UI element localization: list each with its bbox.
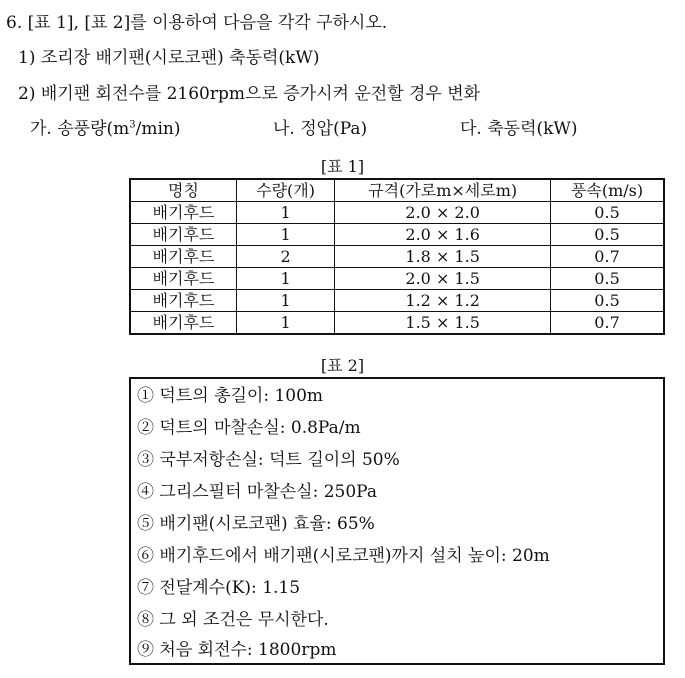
table-row <box>130 268 664 290</box>
question-title: 6. [표 1], [표 2]를 이용하여 다음을 각각 구하시오. <box>6 13 388 33</box>
cell-size: 2.0 × 2.0 <box>335 202 551 224</box>
cell-name: 배기후드 <box>130 202 236 224</box>
condition-item: ② 덕트의 마찰손실: 0.8Pa/m <box>137 418 361 438</box>
condition-item: ⑥ 배기후드에서 배기팬(시로코팬)까지 설치 높이: 20m <box>137 546 550 566</box>
table1-header-name: 명칭 <box>130 179 236 202</box>
table1-header-row <box>130 179 664 202</box>
cell-qty: 1 <box>236 312 334 335</box>
table2-conditions-box <box>129 377 665 665</box>
table1-header-qty: 수량(개) <box>236 179 334 202</box>
cell-velocity: 0.7 <box>551 312 664 335</box>
cell-velocity: 0.5 <box>551 290 664 312</box>
condition-item: ① 덕트의 총길이: 100m <box>137 386 324 406</box>
table1-caption: [표 1] <box>320 157 365 176</box>
cell-qty: 1 <box>236 268 334 290</box>
cell-size: 2.0 × 1.6 <box>335 224 551 246</box>
cell-qty: 1 <box>236 224 334 246</box>
cell-size: 1.5 × 1.5 <box>335 312 551 335</box>
condition-item: ③ 국부저항손실: 덕트 길이의 50% <box>137 450 400 470</box>
cell-velocity: 0.5 <box>551 202 664 224</box>
table1 <box>129 178 665 335</box>
cell-size: 1.8 × 1.5 <box>335 246 551 268</box>
sub-item-airflow-unit: /min) <box>135 119 181 139</box>
condition-item: ⑦ 전달계수(K): 1.15 <box>137 578 301 598</box>
table-row <box>130 246 664 268</box>
cell-name: 배기후드 <box>130 268 236 290</box>
question-item-2: 2) 배기팬 회전수를 2160rpm으로 증가시켜 운전할 경우 변화 <box>18 84 481 104</box>
cell-name: 배기후드 <box>130 246 236 268</box>
table-row <box>130 224 664 246</box>
cell-qty: 1 <box>236 290 334 312</box>
sub-item-static-pressure: 나. 정압(Pa) <box>273 119 368 139</box>
table1-header-velocity: 풍속(m/s) <box>551 179 664 202</box>
table-row <box>130 290 664 312</box>
condition-item: ④ 그리스필터 마찰손실: 250Pa <box>137 482 377 502</box>
cell-velocity: 0.7 <box>551 246 664 268</box>
table-row <box>130 202 664 224</box>
cell-qty: 1 <box>236 202 334 224</box>
sub-item-airflow <box>30 118 181 140</box>
cell-velocity: 0.5 <box>551 268 664 290</box>
table-row <box>130 312 664 335</box>
cell-velocity: 0.5 <box>551 224 664 246</box>
table1-header-size: 규격(가로m×세로m) <box>335 179 551 202</box>
sub-item-airflow-sup: 3 <box>129 119 136 131</box>
cell-qty: 2 <box>236 246 334 268</box>
cell-name: 배기후드 <box>130 290 236 312</box>
question-item-1: 1) 조리장 배기팬(시로코팬) 축동력(kW) <box>18 48 320 68</box>
cell-name: 배기후드 <box>130 224 236 246</box>
cell-size: 1.2 × 1.2 <box>335 290 551 312</box>
condition-item: ⑨ 처음 회전수: 1800rpm <box>137 640 337 660</box>
cell-size: 2.0 × 1.5 <box>335 268 551 290</box>
cell-name: 배기후드 <box>130 312 236 335</box>
sub-item-shaft-power: 다. 축동력(kW) <box>460 119 578 139</box>
condition-item: ⑤ 배기팬(시로코팬) 효율: 65% <box>137 514 375 534</box>
table2-caption: [표 2] <box>320 356 365 375</box>
sub-item-airflow-text: 가. 송풍량(m <box>30 119 130 139</box>
condition-item: ⑧ 그 외 조건은 무시한다. <box>137 610 329 630</box>
